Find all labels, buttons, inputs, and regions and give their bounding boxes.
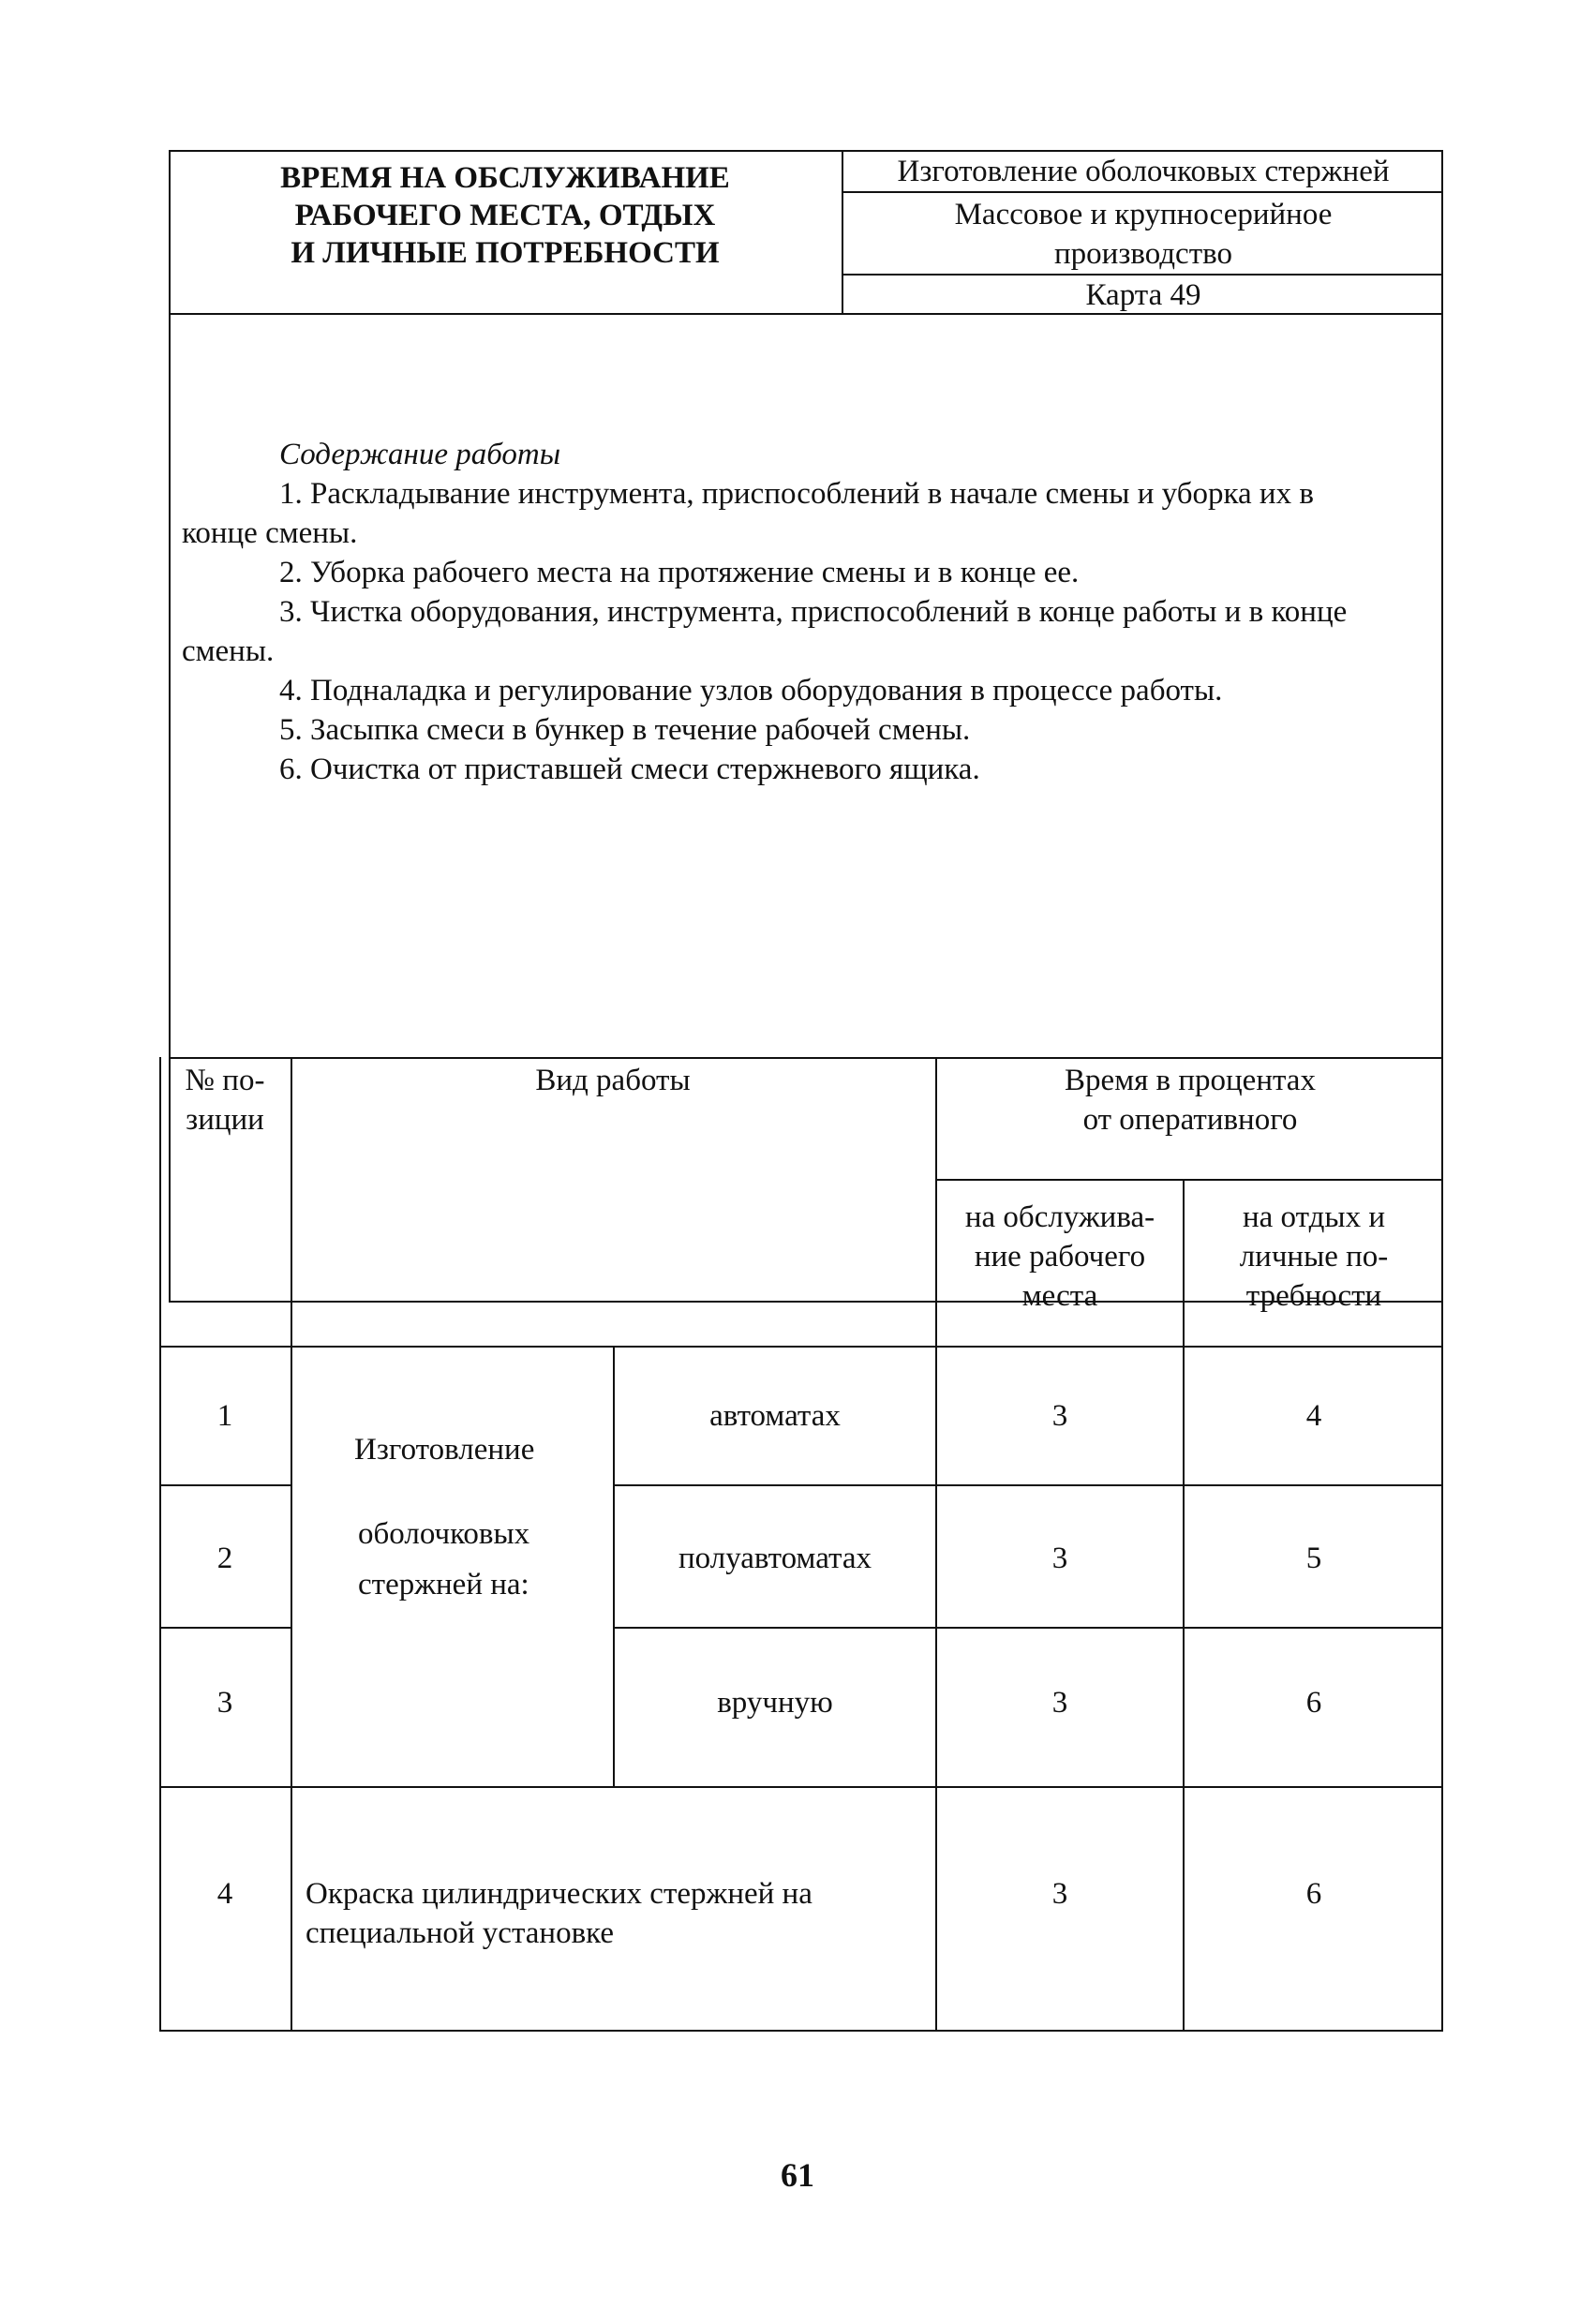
card-title — [172, 159, 838, 272]
table-row-1-rest: 4 — [1305, 1399, 1322, 1433]
card-title-line-3: И ЛИЧНЫЕ ПОТРЕБНОСТИ — [291, 236, 720, 270]
col-time-header-line-1: Время в процентах — [1065, 1064, 1316, 1097]
table-row-2-method: полуавтоматах — [678, 1542, 872, 1575]
col-service-header-line-2: ние рабочего — [974, 1240, 1146, 1274]
table-row-3-rest: 6 — [1305, 1686, 1322, 1720]
work-item-4: 4. Подналадка и регулирование узлов оборудования в процессе работы. — [279, 674, 1223, 708]
col-rest-header-line-2: личные по- — [1239, 1240, 1389, 1274]
col-rest-header-line-1: на отдых и — [1243, 1200, 1385, 1234]
table-row-4-rest: 6 — [1305, 1877, 1322, 1911]
col-service-header-line-1: на обслужива- — [964, 1200, 1155, 1234]
card-title-line-1: ВРЕМЯ НА ОБСЛУЖИВАНИЕ — [280, 161, 730, 195]
table-row-4-work-line-2: специальной установке — [306, 1916, 615, 1950]
card-number: Карта 49 — [1085, 278, 1201, 312]
table-hline-header-bottom — [159, 1346, 1443, 1348]
work-item-2: 2. Уборка рабочего места на протяжение смены и в конце ее. — [279, 556, 1080, 589]
table-vline-pos — [291, 1057, 292, 2032]
page-number: 61 — [781, 2156, 814, 2194]
table-row-2-rest: 5 — [1305, 1542, 1322, 1575]
work-content-heading: Содержание работы — [279, 438, 561, 471]
production-type-line-2: производство — [1054, 237, 1232, 271]
table-row-2-service: 3 — [1051, 1542, 1068, 1575]
group-label-line-3: стержней на: — [358, 1568, 529, 1601]
col-time-header-line-2: от оперативного — [1082, 1103, 1298, 1137]
table-row-3-service: 3 — [1051, 1686, 1068, 1720]
work-item-1-line-1: 1. Раскладывание инструмента, приспособлений в начале смены и уборка их в — [279, 477, 1314, 511]
table-hline-row3 — [159, 1786, 1443, 1788]
work-item-3-line-1: 3. Чистка оборудования, инструмента, приспособлений в конце работы и в конце — [279, 595, 1348, 629]
work-item-3-line-2: смены. — [182, 634, 275, 668]
table-hline-time-sub — [935, 1179, 1443, 1181]
table-hline-row2-pos — [159, 1627, 291, 1629]
work-item-1-line-2: конце смены. — [182, 516, 358, 550]
header-line-1 — [842, 191, 1443, 193]
table-row-2-pos: 2 — [216, 1542, 233, 1575]
col-position-header-line-1: № по- — [185, 1064, 265, 1097]
col-rest-header-line-3: требности — [1245, 1279, 1382, 1313]
table-row-4-pos: 4 — [216, 1877, 233, 1911]
operation-name: Изготовление оболочковых стержней — [897, 155, 1390, 188]
table-row-1-service: 3 — [1051, 1399, 1068, 1433]
table-row-1-method: автоматах — [709, 1399, 841, 1433]
work-content — [182, 435, 1438, 789]
table-hline-row2 — [613, 1627, 1443, 1629]
table-row-4-service: 3 — [1051, 1877, 1068, 1911]
work-item-6: 6. Очистка от приставшей смеси стержневого ящика. — [279, 752, 980, 786]
table-row-3-method: вручную — [717, 1686, 833, 1720]
group-label-line-2: оболочковых — [358, 1517, 530, 1551]
col-work-header: Вид работы — [535, 1064, 691, 1097]
group-label-line-1: Изготовление — [354, 1433, 535, 1467]
production-type-line-1: Массовое и крупносерийное — [954, 198, 1333, 231]
table-row-1-pos: 1 — [216, 1399, 233, 1433]
work-item-5: 5. Засыпка смеси в бункер в течение рабочей смены. — [279, 713, 971, 747]
card-title-line-2: РАБОЧЕГО МЕСТА, ОТДЫХ — [294, 199, 716, 232]
table-row-3-pos: 3 — [216, 1686, 233, 1720]
col-position-header-line-2: зиции — [186, 1103, 264, 1137]
table-row-4-work-line-1: Окраска цилиндрических стержней на — [306, 1877, 812, 1911]
col-service-header-line-3: места — [1021, 1279, 1098, 1313]
table-hline-row1 — [613, 1484, 1443, 1486]
table-hline-row1-pos — [159, 1484, 291, 1486]
